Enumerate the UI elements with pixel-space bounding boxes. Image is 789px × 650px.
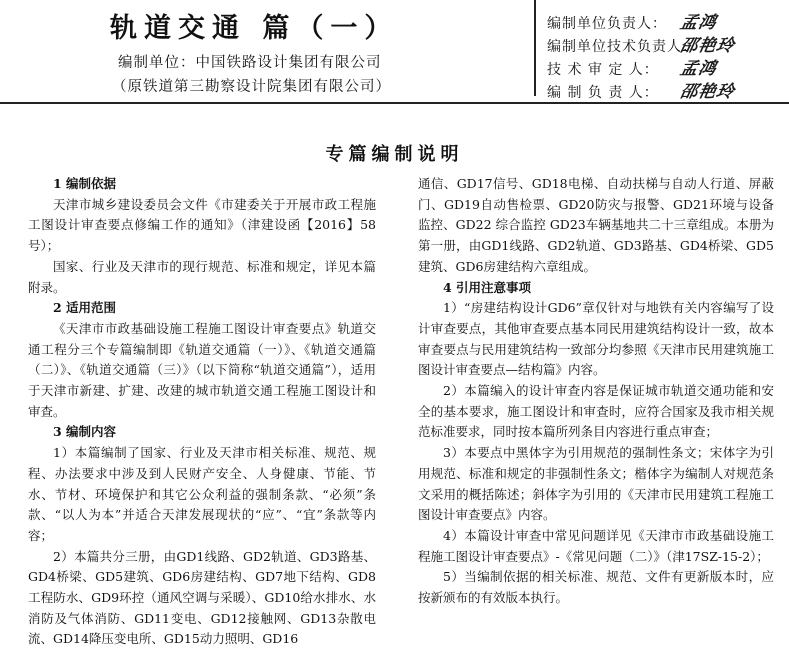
role-row-technical-head <box>547 31 735 56</box>
role-label: 编制单位负责人： <box>547 16 667 32</box>
section-heading: 专篇编制说明 <box>325 144 464 165</box>
page-title: 轨道交通 篇（一） <box>110 13 399 44</box>
right-column <box>418 174 774 609</box>
role-row-unit-head <box>547 8 717 33</box>
paragraph: 5）当编制依据的相关标准、规范、文件有更新版本时，应按新颁布的有效版本执行。 <box>418 569 774 606</box>
signature: 孟鸿 <box>678 59 719 79</box>
role-label: 技 术 审 定 人： <box>547 62 659 78</box>
signature: 孟鸿 <box>678 13 719 33</box>
role-label: 编制单位技术负责人： <box>547 39 697 55</box>
signature: 邵艳玲 <box>678 36 737 56</box>
paragraph: 2）本篇共分三册，由GD1线路、GD2轨道、GD3路基、GD4桥梁、GD5建筑、GD6房建结构、GD7地下结构、GD8工程防水、GD9环控（通风空调与采暖）、GD10给水排水、水消防及气体消防、GD11变电、GD12接触网、GD13杂散电流、GD14降压变电所、GD15动力照明、GD16 <box>28 548 376 647</box>
paragraph: 1）本篇编制了国家、行业及天津市相关标准、规范、规程、办法要求中涉及到人民财产安全、人身健康、节能、节水、节材、环境保护和其它公众利益的强制条款、“必须”条款、“以人为本”并适合天津发展现状的“应”、“宜”条款等内容； <box>28 445 376 543</box>
paragraph: 2）本篇编入的设计审查内容是保证城市轨道交通功能和安全的基本要求，施工图设计和审查时，应符合国家及我市相关规范标准要求，同时按本篇所列条目内容进行重点审查； <box>418 383 774 440</box>
paragraph: 3）本要点中黑体字为引用规范的强制性条文；宋体字为引用规范、标准和规定的非强制性条文；楷体字为编制人对规范条文采用的概括陈述；斜体字为引用的《天津市民用建筑工程施工图设计审查要点》内容。 <box>418 445 774 523</box>
role-row-technical-approver <box>547 54 717 79</box>
heading-citation-notes: 4 引用注意事项 <box>443 279 532 295</box>
paragraph-continued: 通信、GD17信号、GD18电梯、自动扶梯与自动人行道、屏蔽门、GD19自动售检票、GD20防灾与报警、GD21环境与设备监控、GD22 综合监控 GD23车辆基地共二十三章组成。本册为第一册，由GD1线路、GD2轨道、GD3路基、GD4桥梁、GD5建筑、GD6房建结构六章组成。 <box>418 176 774 274</box>
header-divider-vertical <box>534 0 536 96</box>
paragraph: 1）“房建结构设计GD6”章仅针对与地铁有关内容编写了设计审查要点，其他审查要点基本同民用建筑结构设计一致，故本审查要点与民用建筑结构一致部分均参照《天津市民用建筑施工图设计审查要点—结构篇》内容。 <box>418 300 774 378</box>
left-column <box>28 174 376 650</box>
paragraph: 《天津市市政基础设施工程施工图设计审查要点》轨道交通工程分三个专篇编制即《轨道交通篇（一）》、《轨道交通篇（二）》、《轨道交通篇（三）》（以下简称“轨道交通篇”），适用于天津市新建、扩建、改建的城市轨道交通工程施工图设计和审查。 <box>28 320 376 419</box>
signature: 邵艳玲 <box>678 82 737 102</box>
paragraph: 天津市城乡建设委员会文件《市建委关于开展市政工程施工图设计审查要点修编工作的通知》（津建设函【2016】58号）； <box>28 196 376 254</box>
heading-content: 3 编制内容 <box>53 424 117 440</box>
heading-basis: 1 编制依据 <box>53 176 117 191</box>
header-divider-horizontal <box>0 102 789 104</box>
paragraph: 国家、行业及天津市的现行规范、标准和规定，详见本篇附录。 <box>28 258 376 295</box>
compiling-organization: 编制单位：中国铁路设计集团有限公司 <box>118 55 382 71</box>
role-label: 编 制 负 责 人： <box>547 85 659 101</box>
role-row-compiler-in-charge <box>547 77 735 102</box>
former-organization: （原铁道第三勘察设计院集团有限公司） <box>112 79 391 95</box>
heading-scope: 2 适用范围 <box>53 300 117 316</box>
paragraph: 4）本篇设计审查中常见问题详见《天津市市政基础设施工程施工图设计审查要点》-《常见问题（二）》（津17SZ-15-2）； <box>418 527 774 564</box>
